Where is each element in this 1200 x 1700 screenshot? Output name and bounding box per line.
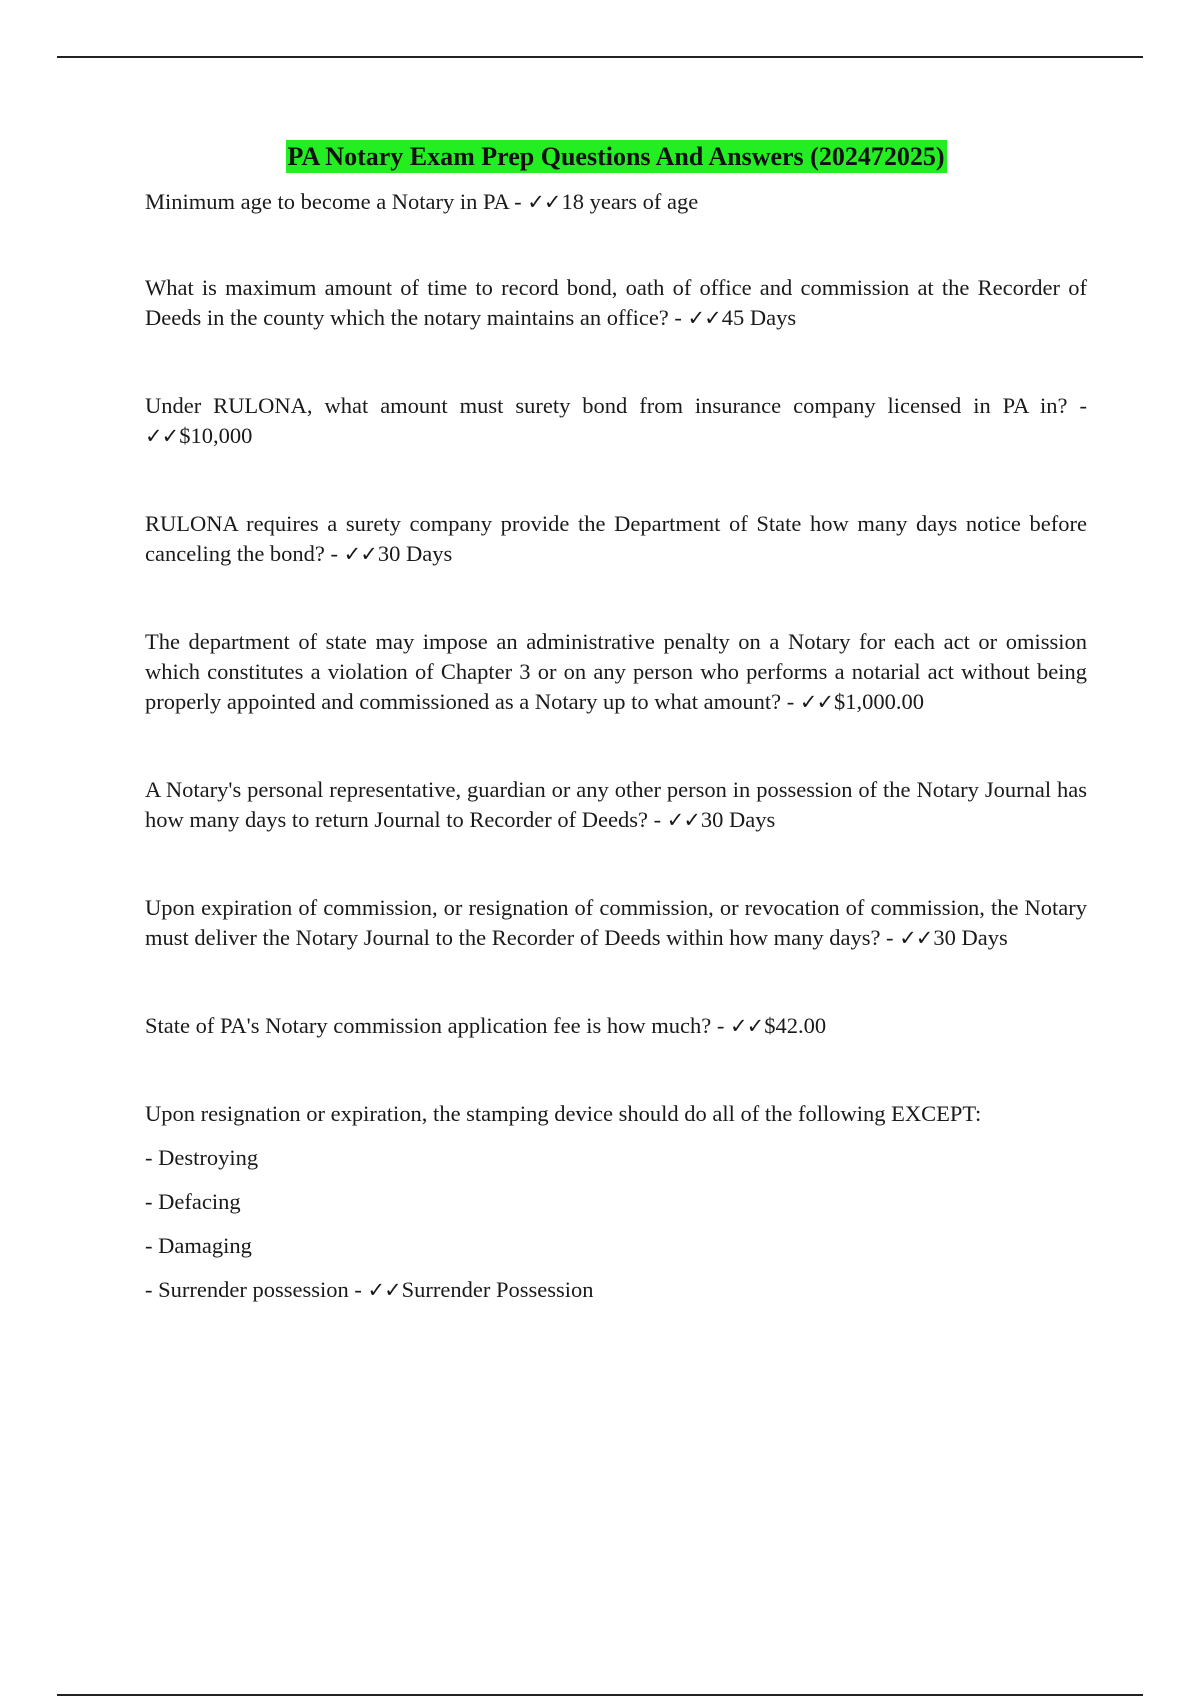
qa-item — [145, 273, 1087, 333]
answer-text: 30 Days — [700, 807, 776, 832]
qa-item — [145, 627, 1087, 717]
question-text: RULONA requires a surety company provide the Department of State how many days notice before canceling the bond? - — [145, 511, 1087, 566]
answer-text: $10,000 — [179, 423, 253, 448]
qa-item — [145, 509, 1087, 569]
question-text: State of PA's Notary commission application fee is how much? - — [145, 1013, 730, 1038]
bottom-rule — [57, 1694, 1143, 1696]
qa-item — [145, 391, 1087, 451]
double-check-icon: ✓✓ — [367, 1278, 401, 1302]
question-text: The department of state may impose an administrative penalty on a Notary for each act or omission which constitutes a violation of Chapter 3 or on any person who performs a notarial act without being properly appointed and commissioned as a Notary up to what amount? - — [145, 629, 1087, 714]
option-item: - Defacing — [145, 1189, 241, 1214]
answer-text: $1,000.00 — [834, 689, 925, 714]
page-title: PA Notary Exam Prep Questions And Answers (202472025) — [287, 142, 945, 171]
qa-item — [145, 893, 1087, 953]
question-text: Minimum age to become a Notary in PA - — [145, 189, 528, 214]
question-text: Upon expiration of commission, or resignation of commission, or revocation of commission, the Notary must deliver the Notary Journal to the Recorder of Deeds within how many days? - — [145, 895, 1087, 950]
answer-text: Surrender Possession — [401, 1277, 594, 1302]
final-question-intro: Upon resignation or expiration, the stamping device should do all of the following EXCEPT: — [145, 1101, 982, 1126]
double-check-icon: ✓✓ — [799, 690, 834, 714]
option-item-answer — [145, 1275, 1087, 1305]
double-check-icon: ✓✓ — [687, 306, 721, 330]
option-item: - Damaging — [145, 1233, 252, 1258]
double-check-icon: ✓✓ — [527, 190, 561, 214]
double-check-icon: ✓✓ — [343, 542, 377, 566]
answer-text: 30 Days — [377, 541, 453, 566]
double-check-icon: ✓✓ — [666, 808, 700, 832]
answer-text: 45 Days — [721, 305, 797, 330]
answer-text: 30 Days — [933, 925, 1008, 950]
question-text: What is maximum amount of time to record bond, oath of office and commission at the Recorder of Deeds in the county which the notary maintains an office? - — [145, 275, 1087, 330]
option-item: - Destroying — [145, 1145, 259, 1170]
question-text: A Notary's personal representative, guardian or any other person in possession of the Notary Journal has how many days to return Journal to Recorder of Deeds? - — [145, 777, 1087, 832]
qa-item — [145, 1011, 1087, 1041]
title-wrap — [145, 140, 1087, 173]
qa-item — [145, 775, 1087, 835]
answer-text: $42.00 — [764, 1013, 827, 1038]
double-check-icon: ✓✓ — [730, 1014, 764, 1038]
question-text: Under RULONA, what amount must surety bond from insurance company licensed in PA in? - — [145, 393, 1087, 418]
qa-item — [145, 187, 1087, 217]
last-option-text: - Surrender possession - — [145, 1277, 368, 1302]
top-rule — [57, 56, 1143, 58]
answer-text: 18 years of age — [561, 189, 699, 214]
double-check-icon: ✓✓ — [899, 926, 933, 950]
document-page — [145, 140, 1087, 1319]
double-check-icon: ✓✓ — [145, 424, 179, 448]
